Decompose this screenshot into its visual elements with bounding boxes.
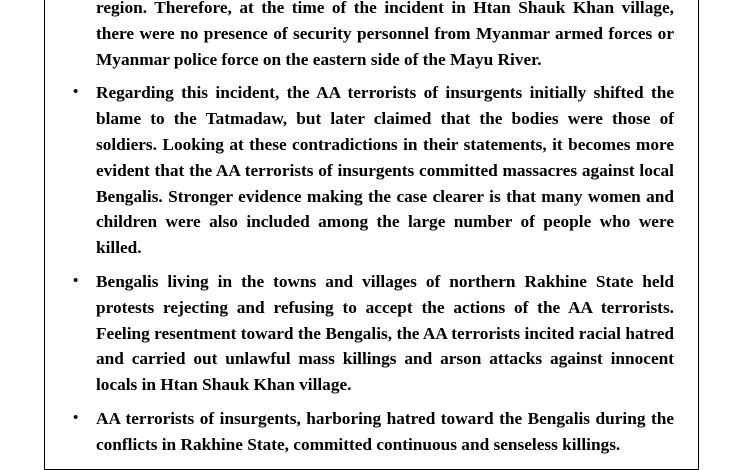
bullet-list: [73, 80, 674, 457]
bullet-icon: •: [73, 84, 79, 101]
list-item: [73, 406, 674, 458]
bullet-icon: •: [73, 272, 79, 289]
document-body: [73, 0, 674, 458]
bullet-text: Bengalis living in the towns and villages of northern Rakhine State held protests rejecting and refusing to accept the actions of the AA terrorists. Feeling resentment toward the Bengalis, the AA terrorists incited racial hatred and carried out unlawful mass killings and arson attacks against innocent locals in Htan Shauk Khan village.: [96, 271, 674, 395]
continued-paragraph: region. Therefore, at the time of the incident in Htan Shauk Khan village, there were no presence of security personnel from Myanmar armed forces or Myanmar police force on the eastern side of the Mayu River.: [96, 0, 674, 69]
bullet-text: Regarding this incident, the AA terrorists of insurgents initially shifted the blame to the Tatmadaw, but later claimed that the bodies were those of soldiers. Looking at these contradictions in their statements, it becomes more evident that the AA terrorists of insurgents committed massacres against local Bengalis. Stronger evidence making the case clearer is that many women and children were also included among the large number of people who were killed.: [96, 83, 674, 258]
bullet-text: AA terrorists of insurgents, harboring hatred toward the Bengalis during the conflicts in Rakhine State, committed continuous and senseless killings.: [96, 408, 674, 454]
bullet-icon: •: [73, 409, 79, 426]
list-item: [73, 80, 674, 261]
list-item: [73, 269, 674, 398]
